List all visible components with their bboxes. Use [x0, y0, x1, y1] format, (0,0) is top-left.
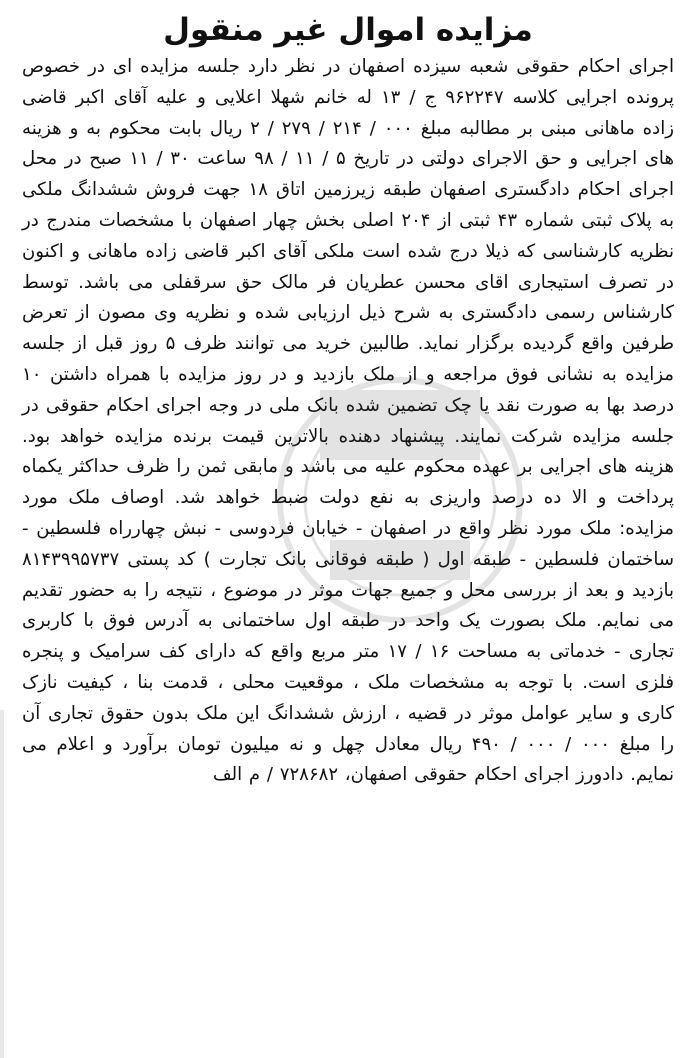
notice-paragraph: اجرای احکام حقوقی شعبه سیزده اصفهان در نظر دارد جلسه مزایده ای در خصوص پرونده اجرایی کلاسه ۹۶۲۲۴۷ ج / ۱۳ له خانم شهلا اعلایی و علیه آقای اکبر قاضی زاده ماهانی مبنی بر مطالبه مبلغ ۰۰۰ / ۲۱۴ / ۲۷۹ / ۲ ریال بابت محکوم به و هزینه های اجرایی و حق الاجرای دولتی در تاریخ ۵ / ۱۱ / ۹۸ ساعت ۳۰ / ۱۱ صبح در محل اجرای احکام دادگستری اصفهان طبقه زیرزمین اتاق ۱۸ جهت فروش ششدانگ ملکی به پلاک ثبتی شماره ۴۳ ثبتی از ۲۰۴ اصلی بخش چهار اصفهان با مشخصات مندرج در نظریه کارشناسی که ذیلا درج شده است ملکی آقای اکبر قاضی زاده ماهانی و اکنون در تصرف استیجاری اقای محسن عطریان فر مالک حق سرقفلی می باشد. توسط کارشناس رسمی دادگستری به شرح ذیل ارزیابی شده و نظریه وی مصون از تعرض طرفین واقع گردیده برگزار نماید. طالبین خرید می توانند ظرف ۵ روز قبل از جلسه مزایده به نشانی فوق مراجعه و از ملک بازدید و در روز مزایده با همراه داشتن ۱۰ درصد بها به صورت نقد یا چک تضمین شده بانک ملی در وجه اجرای احکام حقوقی در جلسه مزایده شرکت نمایند. پیشنهاد دهنده بالاترین قیمت برنده مزایده خواهد بود. هزینه های اجرایی بر عهده محکوم علیه می باشد و مابقی ثمن را ظرف حداکثر یکماه پرداخت و الا ده درصد واریزی به نفع دولت ضبط خواهد شد. اوصاف ملک مورد مزایده: ملک مورد نظر واقع در اصفهان - خیابان فردوسی - نبش چهارراه فلسطین - ساختمان فلسطین - طبقه اول ( طبقه فوقانی بانک تجارت ) کد پستی ۸۱۴۳۹۹۵۷۳۷ بازدید و بعد از بررسی محل و جمیع جهات موثر در موضوع ، نتیجه را به حضور تقدیم می نمایم. ملک بصورت یک واحد در طبقه اول ساختمانی به آدرس فوق با کاربری تجاری - خدماتی به مساحت ۱۶ / ۱۷ متر مربع واقع که دارای کف سرامیک و پنجره فلزی است. با توجه به مشخصات ملک ، موقعیت محلی ، قدمت بنا ، کیفیت نازک کاری و سایر عوامل موثر در قضیه ، ارزش ششدانگ این ملک بدون حقوق تجاری آن را مبلغ ۰۰۰ / ۰۰۰ / ۴۹۰ ریال معادل چهل و نه میلیون تومان برآورد و اعلام می نمایم. دادورز اجرای احکام حقوقی اصفهان، ۷۲۸۶۸۲ / م الف	[22, 56, 675, 786]
scan-edge	[0, 710, 4, 1058]
notice-body	[22, 52, 674, 791]
notice-title: مزایده اموال غیر منقول	[163, 12, 533, 48]
